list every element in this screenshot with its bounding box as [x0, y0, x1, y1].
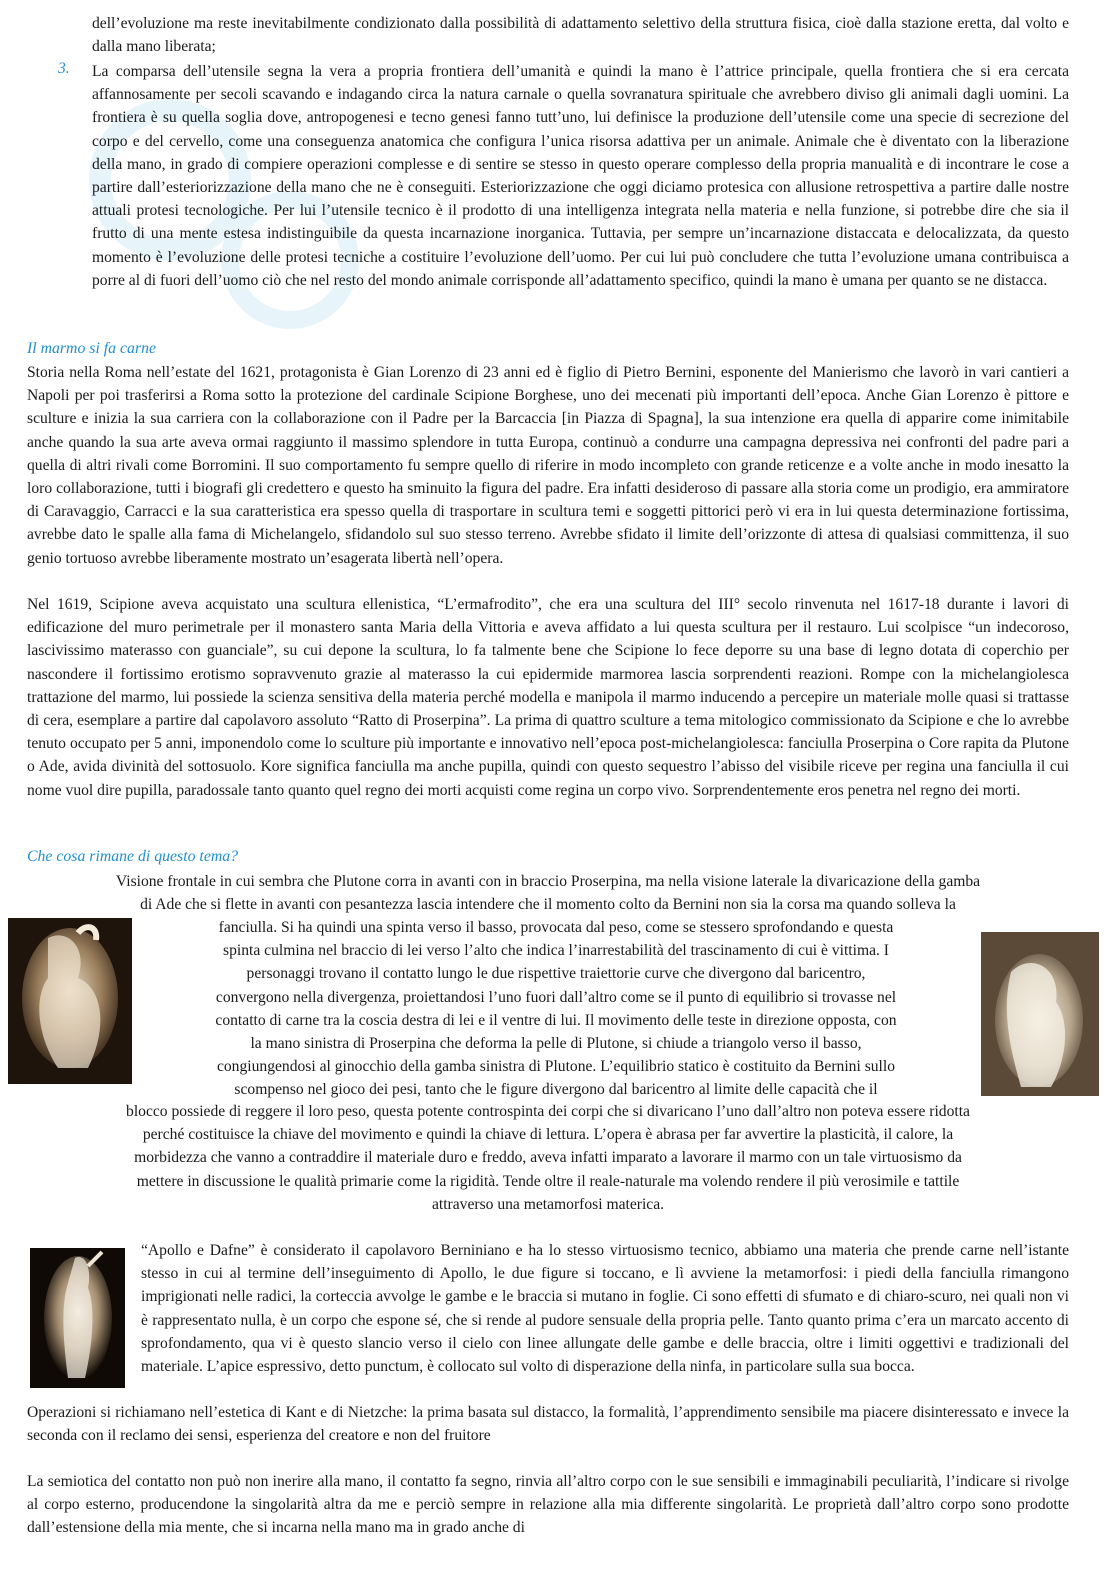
- paragraph-storia: Storia nella Roma nell’estate del 1621, protagonista è Gian Lorenzo di 23 anni ed è figlio di Pietro Bernini, esponente del Manierismo che lavorò in vari cantieri a Napoli per poi trasferirsi a Roma sotto la protezione del cardinale Scipione Borghese, uno dei mecenati più importanti dell’epoca. Anche Gian Lorenzo è pittore e sculture e inizia la sua carriera con la collaborazione con il Padre per la Barcaccia [in Piazza di Spagna], la sua intenzione era quella di apparire come inimitabile anche quando la sua arte aveva ormai raggiunto il massimo splendore in tutta Europa, continuò a condurre una campagna depressiva nei confronti del padre pari a quella di altri rivali come Borromini. Il suo comportamento fu sempre quello di riferire in modo incompleto con grande reticenze e a volte anche in modo inesatto la loro collaborazione, tutti i biografi gli credettero e questo ha sminuito la figura del padre. Era infatti desideroso di passare alla storia come un prodigio, era ammiratore di Caravaggio, Carracci e la sua caratteristica era spesso quella di trasportare in scultura temi e soggetti pittorici però vi era in lui questa determinazione fortissima, avrebbe dato le spalle alla fama di Michelangelo, sfidandolo sul suo stesso terreno. Avrebbe sfidato il limite dell’orizzonte di attesa di qualsiasi committenza, il suo genio tortuoso avrebbe liberamente mostrato un’esagerata libertà nell’opera.: [27, 364, 1069, 567]
- text-line: convergono nella divergenza, proiettandosi l’uno fuori dall’altro come se il punto di equilibrio si trovasse nel: [215, 988, 897, 1006]
- list-item-2-continuation: dell’evoluzione ma reste inevitabilmente condizionato dalla possibilità di adattamento selettivo della struttura fisica, cioè dalla stazione eretta, dal volto e dalla mano liberata;: [92, 15, 1069, 56]
- section-heading-marmo: Il marmo si fa carne: [27, 340, 156, 357]
- text-line: blocco possiede di reggere il loro peso, questa potente controspinta dei corpi che si divaricano l’uno dall’altro non poteva essere ridotta: [126, 1103, 970, 1120]
- proserpina-lines-bottom: [27, 1100, 1069, 1216]
- paragraph-kant-nietzche: Operazioni si richiamano nell’estetica di Kant e di Nietzche: la prima basata sul distacco, la formalità, l’apprendimento sensibile ma piacere disinteressato e invece la seconda con il reclamo dei sensi, esperienza del creatore e non del fruitore: [27, 1404, 1069, 1445]
- text-line: morbidezza che vanno a contraddire il materiale duro e freddo, aveva infatti imparato a lavorare il marmo con un tale virtuosismo da: [134, 1149, 962, 1167]
- text-line: contatto di carne tra la coscia destra di lei e il ventre di lui. Il movimento delle teste in direzione opposta, con: [215, 1011, 897, 1029]
- apollo-dafne-sculpture-image: [30, 1248, 125, 1388]
- text-line: mettere in discussione le qualità primarie come la rigidità. Tende oltre il reale-naturale ma volendo rendere il più verosimile e tattile: [136, 1172, 960, 1190]
- text-line: attraverso una metamorfosi materica.: [431, 1195, 665, 1213]
- proserpina-sculpture-image-right: [981, 932, 1099, 1096]
- proserpina-sculpture-image-left: [8, 918, 132, 1084]
- paragraph-ermafrodito: Nel 1619, Scipione aveva acquistato una scultura ellenistica, “L’ermafrodito”, che era una scultura del III° secolo rinvenuta nel 1617-18 durante i lavori di edificazione del muro perimetrale per il monastero santa Maria della Vittoria e aveva affidato a lui questa scultura per il restauro. Lui scolpisce “un indecoroso, lascivissimo materasso con guanciale”, su cui depone la scultura, lo fa talmente bene che Scipione lo fece deporre su una base di legno dotata di coperchio per nascondere il fortissimo erotismo sopravvenuto grazie al materasso la cui epidermide marmorea lascia sorprendenti reazioni. Rompe con la michelangiolesca trattazione del marmo, lui possiede la scienza sensitiva della materia perché modella e manipola il marmo inducendo a percepire un materiale molle quasi si trattasse di cera, esemplare a partire dal capolavoro assoluto “Ratto di Proserpina”. La prima di quattro sculture a tema mitologico commissionato da Scipione e che lo avrebbe tenuto occupato per 5 anni, imponendolo come lo sculture più importante e innovativo nell’epoca post-michelangiolesca: fanciulla Proserpina o Core rapita da Plutone o Ade, avida divinità del sottosuolo. Kore significa fanciulla ma anche pupilla, quindi con questo sequestro l’abisso del visibile riceve per regina una fanciulla il cui nome vuol dire pupilla, paradossale tanto quanto quel regno dei morti acquisti come regina un corpo vivo. Sorprendentemente eros penetra nel regno dei morti.: [27, 596, 1069, 799]
- list-item-3: La comparsa dell’utensile segna la vera a propria frontiera dell’umanità e quindi la mano è l’attrice principale, quella frontiera che si era cercata affannosamente per secoli scavando e indagando circa la natura carnale o quella sovranatura spirituale che avrebbero diviso gli animali dagli uomini. La frontiera è su quella soglia dove, antropogenesi e tecno genesi fanno tutt’uno, lui definisce la produzione dell’utensile come una specie di secrezione del corpo e del cervello, come una conseguenza anatomica che configura l’unica risorsa adattiva per un animale. Animale che è diventato con la liberazione della mano, in grado di compiere operazioni complesse e di sentire se stesso in questo operare complesso della propria manualità e di incontrare le cose a partire dall’esteriorizzazione della mano che ne è conseguiti. Esteriorizzazione che oggi diciamo protesica con allusione retrospettiva a partire dalle nostre attuali protesi tecnologiche. Per lui l’utensile tecnico è il prodotto di una intelligenza integrata nella materia e nella funzione, si potrebbe dire che sia il frutto di una mente estesa indistinguibile da questa incarnazione inorganica. Tuttavia, per sempre un’incarnazione distaccata e delocalizzata, da questo momento è l’evoluzione delle protesi tecniche a costituire l’evoluzione dell’uomo. Per cui lui può concludere che tutta l’evoluzione umana contribuisca a porre al di fuori dell’uomo ciò che nel resto del mondo animale corrisponde all’adattamento specifico, quindi la mano è umana per quanto se ne distacca.: [92, 63, 1069, 289]
- text-line: congiungendosi al ginocchio della gamba sinistra di Plutone. L’equilibrio statico è costituito da Bernini sullo: [216, 1058, 896, 1076]
- text-line: personaggi trovano il contatto lungo le due rispettive traiettorie curve che divergono dal baricentro,: [246, 965, 866, 983]
- section-heading-tema: Che cosa rimane di questo tema?: [27, 848, 239, 865]
- paragraph-apollo-dafne: “Apollo e Dafne” è considerato il capolavoro Berniniano e ha lo stesso virtuosismo tecnico, abbiamo una materia che prende carne nell’istante stesso in cui al termine dell’inseguimento di Apollo, le due figure si toccano, e lì avviene la metamorfosi: i piedi della fanciulla rimangono imprigionati nelle radici, la corteccia avvolge le gambe e le braccia si mutano in foglie. Ci sono effetti di sfumato e di chiaro-scuro, nei quali non vi è rappresentato nulla, è un corpo che espone sé, che si rende al pudore sensuale della propria pelle. Tanto quanto prima c’era un marcato accento di sprofondamento, qua vi è questo slancio verso il cielo con linee allungate delle gambe e delle braccia, oltre i limiti oggettivi e tradizionali del materiale. L’apice espressivo, detto punctum, è collocato sul volto di disperazione della ninfa, in particolare sulla sua bocca.: [141, 1242, 1069, 1376]
- list-number: 3.: [58, 60, 70, 77]
- text-line: di Ade che si flette in avanti con pesantezza lascia intendere che il momento colto da Bernini non sia la corsa ma quando solleva la: [140, 896, 956, 914]
- text-line: spinta culmina nel braccio di lei verso l’alto che indica l’inarrestabilità del trascinamento di cui è vittima. I: [223, 942, 889, 960]
- proserpina-lines-middle: [140, 916, 972, 1102]
- text-line: scompenso nel gioco dei pesi, tanto che le figure divergono dal baricentro al limite delle capacità che il: [234, 1081, 878, 1099]
- text-line: Visione frontale in cui sembra che Plutone corra in avanti con in braccio Proserpina, ma nella visione laterale la divaricazione della gamba: [115, 873, 981, 890]
- proserpina-lines-top: [27, 870, 1069, 916]
- text-line: perché costituisce la chiave del movimento e quindi la chiave di lettura. L’opera è abrasa per far avvertire la plasticità, il calore, la: [142, 1126, 954, 1144]
- text-line: fanciulla. Si ha quindi una spinta verso il basso, provocata dal peso, come se stessero sprofondando e questa: [218, 919, 894, 936]
- text-line: la mano sinistra di Proserpina che deforma la pelle di Plutone, si chiude a triangolo verso il basso,: [250, 1035, 862, 1053]
- paragraph-semiotica: La semiotica del contatto non può non inerire alla mano, il contatto fa segno, rinvia all’altro corpo con le sue sensibili e immaginabili peculiarità, l’indicare si rivolge al corpo esterno, producendone la singolarità altra da me e perciò sempre in relazione alla mia differente singolarità. Le proprietà dall’altro corpo sono prodotte dall’estensione della mia mente, che si incarna nella mano ma in grado anche di: [27, 1473, 1069, 1537]
